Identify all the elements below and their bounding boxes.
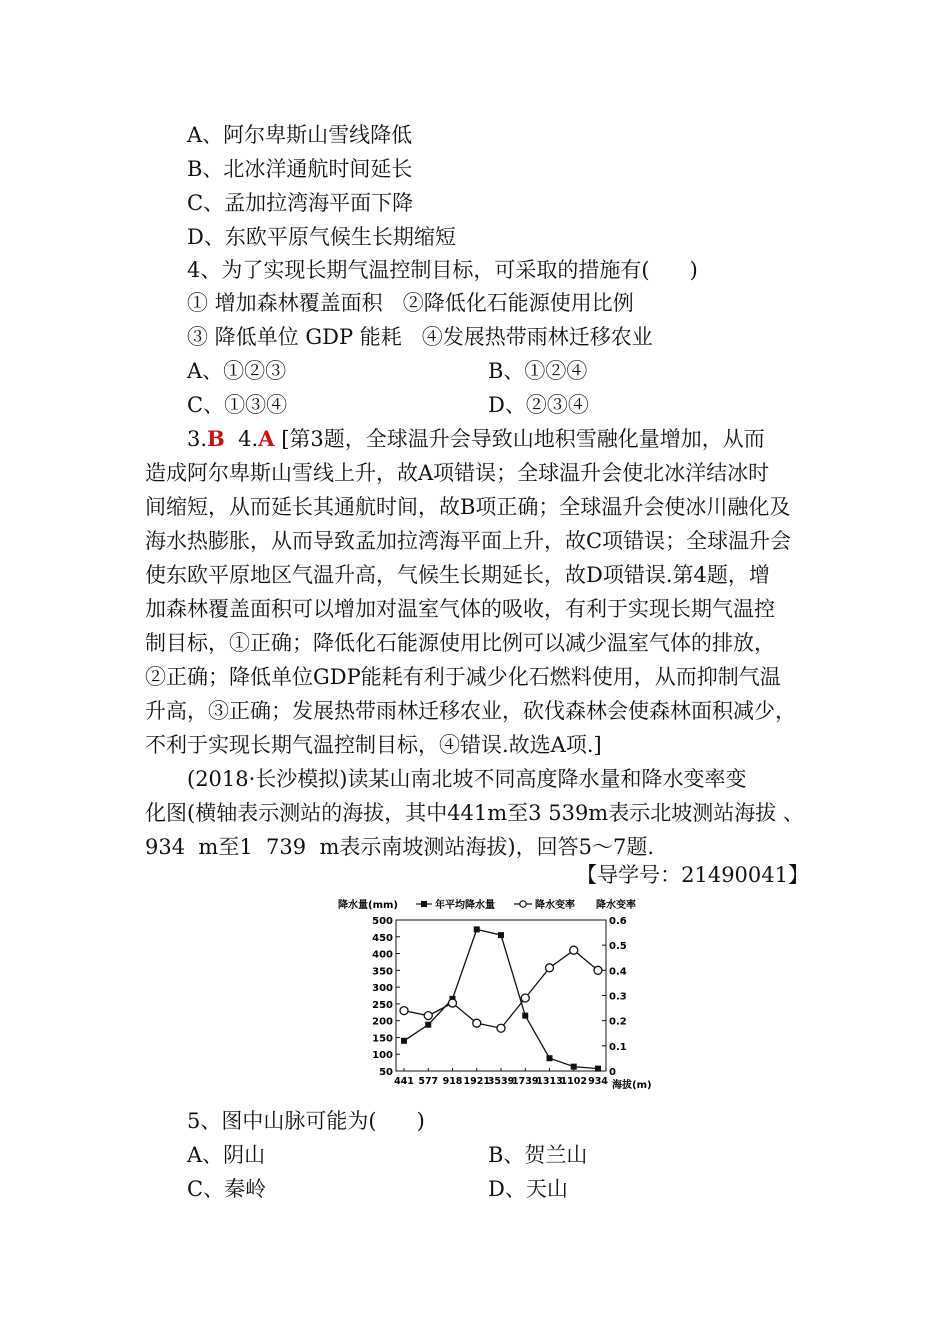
answer-line-3: 间缩短，从而延长其通航时间，故B项正确；全球温升会使冰川融化及 <box>145 495 791 519</box>
right-tick-label: 0 <box>609 1067 616 1078</box>
precipitation-point <box>595 1066 601 1072</box>
x-axis-title: 海拔(m) <box>612 1080 652 1091</box>
q5-option-d: D、天山 <box>488 1177 568 1201</box>
answer-line-10: 不利于实现长期气温控制目标，④错误.故选A项.] <box>145 733 602 757</box>
left-tick-label: 100 <box>372 1050 393 1062</box>
precipitation-point <box>571 1064 577 1070</box>
q5-option-b: B、贺兰山 <box>488 1143 588 1167</box>
q3-number: 3. <box>187 427 208 451</box>
precipitation-point <box>474 926 480 932</box>
x-tick-label: 1921 <box>463 1076 490 1087</box>
right-tick-label: 0.2 <box>609 1016 627 1028</box>
left-tick-label: 500 <box>372 916 393 927</box>
q3-option-c: C、孟加拉湾海平面下降 <box>187 191 414 215</box>
answer-line-2: 造成阿尔卑斯山雪线上升，故A项错误；全球温升会使北冰洋结冰时 <box>145 461 770 485</box>
left-axis-title: 降水量(mm) <box>338 900 398 911</box>
q3-option-b: B、北冰洋通航时间延长 <box>187 157 413 181</box>
precipitation-chart <box>338 894 658 1104</box>
q4-items-row2: ③ 降低单位 GDP 能耗 ④发展热带雨林迁移农业 <box>187 325 653 349</box>
answer-line-7: 制目标，①正确；降低化石能源使用比例可以减少温室气体的排放， <box>145 631 775 655</box>
answer-line-6: 加森林覆盖面积可以增加对温室气体的吸收，有利于实现长期气温控 <box>145 597 775 621</box>
variability-point <box>497 1024 505 1032</box>
precipitation-line <box>404 929 598 1068</box>
plot-frame <box>396 920 606 1071</box>
x-tick-label: 1313 <box>536 1076 563 1087</box>
right-tick-label: 0.1 <box>609 1041 627 1053</box>
variability-point <box>473 1019 481 1027</box>
intro-line-1: (2018·长沙模拟)读某山南北坡不同高度降水量和降水变率变 <box>187 767 747 791</box>
q4-option-b: B、①②④ <box>488 359 588 383</box>
left-tick-label: 300 <box>372 983 393 995</box>
precipitation-point <box>425 1022 431 1028</box>
answer-line-5: 使东欧平原地区气温升高，气候生长期延长，故D项错误.第4题，增 <box>145 563 770 587</box>
variability-line <box>404 950 598 1028</box>
right-tick-label: 0.5 <box>609 941 627 953</box>
q5-option-a: A、阴山 <box>187 1143 266 1167</box>
left-tick-label: 400 <box>372 949 393 961</box>
legend-label-variability: 降水变率 <box>535 900 575 911</box>
q3-option-a: A、阿尔卑斯山雪线降低 <box>187 123 413 147</box>
right-tick-label: 0.3 <box>609 991 627 1003</box>
answer-line-1: [第3题，全球温升会导致山地积雪融化量增加，从而 <box>281 427 765 451</box>
right-axis-title: 降水变率 <box>596 900 636 911</box>
variability-point <box>570 946 578 954</box>
q3-answer: B <box>207 426 225 451</box>
q4-option-c: C、①③④ <box>187 393 288 417</box>
q3-option-d: D、东欧平原气候生长期缩短 <box>187 225 456 249</box>
intro-line-2: 化图(横轴表示测站的海拔，其中441m至3 539m表示北坡测站海拔 、 <box>145 801 804 825</box>
left-tick-label: 250 <box>372 999 393 1011</box>
q4-items-row1: ① 增加森林覆盖面积 ②降低化石能源使用比例 <box>187 291 634 315</box>
legend-label-precip: 年平均降水量 <box>435 900 495 911</box>
q4-option-d: D、②③④ <box>488 393 589 417</box>
x-tick-label: 1102 <box>560 1076 587 1087</box>
legend <box>416 898 575 911</box>
left-tick-label: 50 <box>379 1067 393 1078</box>
right-tick-label: 0.6 <box>609 916 627 927</box>
variability-point <box>400 1007 408 1015</box>
left-tick-label: 150 <box>372 1033 393 1045</box>
answer-line-8: ②正确；降低单位GDP能耗有利于减少化石燃料使用，从而抑制气温 <box>145 665 781 689</box>
left-tick-label: 200 <box>372 1016 393 1028</box>
x-tick-label: 441 <box>394 1076 414 1087</box>
variability-point <box>424 1012 432 1020</box>
answer-line-9: 升高，③正确；发展热带雨林迁移农业，砍伐森林会使森林面积减少， <box>145 699 796 723</box>
answer-explanation <box>187 422 827 456</box>
q4-answer: A <box>258 426 275 451</box>
precipitation-point <box>498 932 504 938</box>
right-tick-label: 0.4 <box>609 966 627 978</box>
left-tick-label: 350 <box>372 966 393 978</box>
left-tick-label: 450 <box>372 932 393 944</box>
precipitation-point <box>522 1013 528 1019</box>
x-tick-label: 3539 <box>487 1076 515 1087</box>
answer-line-4: 海水热膨胀，从而导致孟加拉湾海平面上升，故C项错误；全球温升会 <box>145 529 792 553</box>
guide-number: 【导学号：21490041】 <box>576 863 809 887</box>
x-tick-label: 918 <box>442 1076 463 1087</box>
variability-point <box>546 964 554 972</box>
q4-stem: 4、为了实现长期气温控制目标，可采取的措施有( ) <box>187 258 698 282</box>
q4-number: 4. <box>238 427 259 451</box>
variability-point <box>521 994 529 1002</box>
x-tick-label: 1739 <box>512 1076 539 1087</box>
variability-point <box>449 999 457 1007</box>
precipitation-point <box>547 1055 553 1061</box>
variability-point <box>594 966 602 974</box>
q5-option-c: C、秦岭 <box>187 1177 267 1201</box>
x-tick-label: 577 <box>418 1076 439 1087</box>
plot-area <box>372 916 627 1087</box>
answer-first-line <box>187 422 827 456</box>
x-tick-label: 934 <box>588 1076 608 1087</box>
precipitation-point <box>401 1038 407 1044</box>
intro-line-3: 934 m至1 739 m表示南坡测站海拔)，回答5～7题. <box>145 835 654 859</box>
q4-option-a: A、①②③ <box>187 359 287 383</box>
q5-stem: 5、图中山脉可能为( ) <box>187 1109 425 1133</box>
